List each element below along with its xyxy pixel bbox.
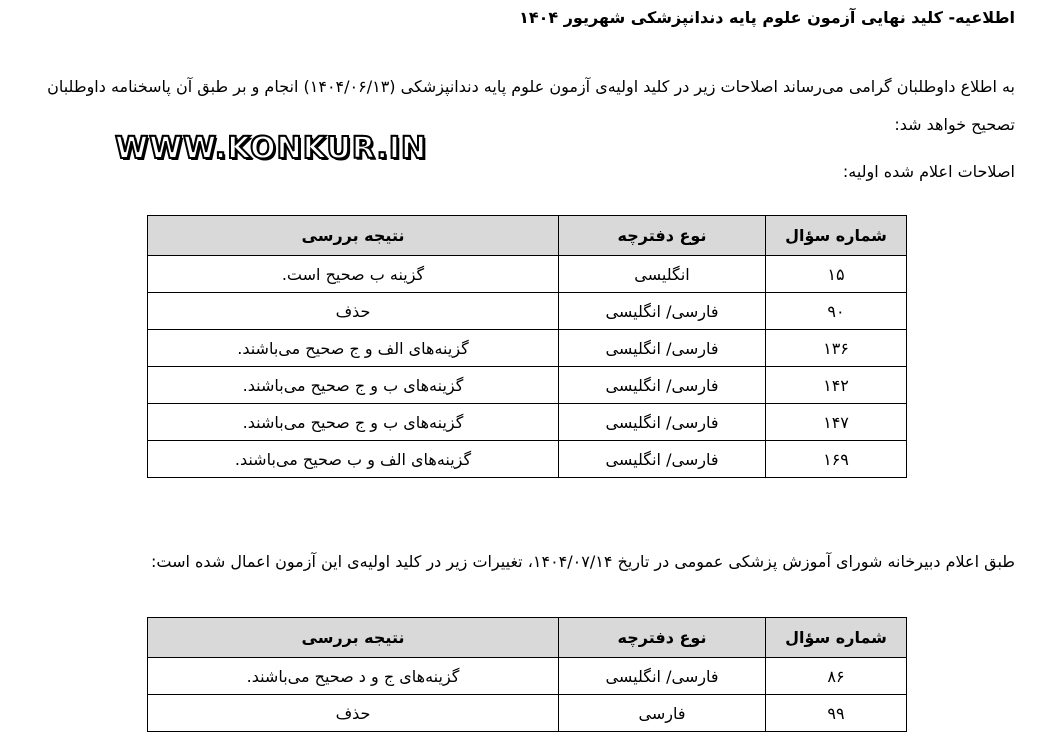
table-row xyxy=(148,256,907,293)
table-row xyxy=(148,404,907,441)
cell-question-number: ۱۴۲ xyxy=(766,367,907,404)
cell-result: حذف xyxy=(148,293,559,330)
cell-result: گزینه ب صحیح است. xyxy=(148,256,559,293)
cell-booklet-type: فارسی xyxy=(559,695,766,732)
cell-result: گزینه‌های الف و ج صحیح می‌باشند. xyxy=(148,330,559,367)
header-result: نتیجه بررسی xyxy=(148,618,559,658)
header-result: نتیجه بررسی xyxy=(148,216,559,256)
table-row xyxy=(148,695,907,732)
cell-result: حذف xyxy=(148,695,559,732)
final-changes-table xyxy=(147,617,907,732)
cell-question-number: ۹۰ xyxy=(766,293,907,330)
page-title: اطلاعیه- کلید نهایی آزمون علوم پایه دندانپزشکی شهریور ۱۴۰۴ xyxy=(519,8,1015,27)
table-row xyxy=(148,367,907,404)
header-question-number: شماره سؤال xyxy=(766,216,907,256)
cell-booklet-type: فارسی/ انگلیسی xyxy=(559,658,766,695)
cell-question-number: ۱۵ xyxy=(766,256,907,293)
table-row xyxy=(148,330,907,367)
table-header-row xyxy=(148,618,907,658)
cell-booklet-type: فارسی/ انگلیسی xyxy=(559,441,766,478)
header-booklet-type: نوع دفترچه xyxy=(559,618,766,658)
cell-booklet-type: فارسی/ انگلیسی xyxy=(559,367,766,404)
header-question-number: شماره سؤال xyxy=(766,618,907,658)
cell-result: گزینه‌های ج و د صحیح می‌باشند. xyxy=(148,658,559,695)
cell-result: گزینه‌های الف و ب صحیح می‌باشند. xyxy=(148,441,559,478)
update-paragraph: طبق اعلام دبیرخانه شورای آموزش پزشکی عمومی در تاریخ ۱۴۰۴/۰۷/۱۴، تغییرات زیر در کلید اولیه‌ی این آزمون اعمال شده است: xyxy=(151,552,1015,571)
section-label: اصلاحات اعلام شده اولیه: xyxy=(842,162,1015,181)
watermark-logo: WWW.KONKUR.IN xyxy=(115,131,428,166)
cell-result: گزینه‌های ب و ج صحیح می‌باشند. xyxy=(148,404,559,441)
cell-result: گزینه‌های ب و ج صحیح می‌باشند. xyxy=(148,367,559,404)
table-row xyxy=(148,441,907,478)
cell-question-number: ۱۶۹ xyxy=(766,441,907,478)
header-booklet-type: نوع دفترچه xyxy=(559,216,766,256)
initial-corrections-table xyxy=(147,215,907,478)
table-header-row xyxy=(148,216,907,256)
cell-booklet-type: فارسی/ انگلیسی xyxy=(559,330,766,367)
cell-booklet-type: فارسی/ انگلیسی xyxy=(559,293,766,330)
table-row xyxy=(148,293,907,330)
cell-question-number: ۱۳۶ xyxy=(766,330,907,367)
table-row xyxy=(148,658,907,695)
intro-paragraph: به اطلاع داوطلبان گرامی می‌رساند اصلاحات زیر در کلید اولیه‌ی آزمون علوم پایه دندانپزشکی (۱۴۰۴/۰۶/۱۳) انجام و بر طبق آن پاسخنامه داوطلبان تصحیح خواهد شد: xyxy=(47,77,1015,134)
cell-question-number: ۸۶ xyxy=(766,658,907,695)
cell-booklet-type: انگلیسی xyxy=(559,256,766,293)
cell-question-number: ۱۴۷ xyxy=(766,404,907,441)
cell-booklet-type: فارسی/ انگلیسی xyxy=(559,404,766,441)
cell-question-number: ۹۹ xyxy=(766,695,907,732)
